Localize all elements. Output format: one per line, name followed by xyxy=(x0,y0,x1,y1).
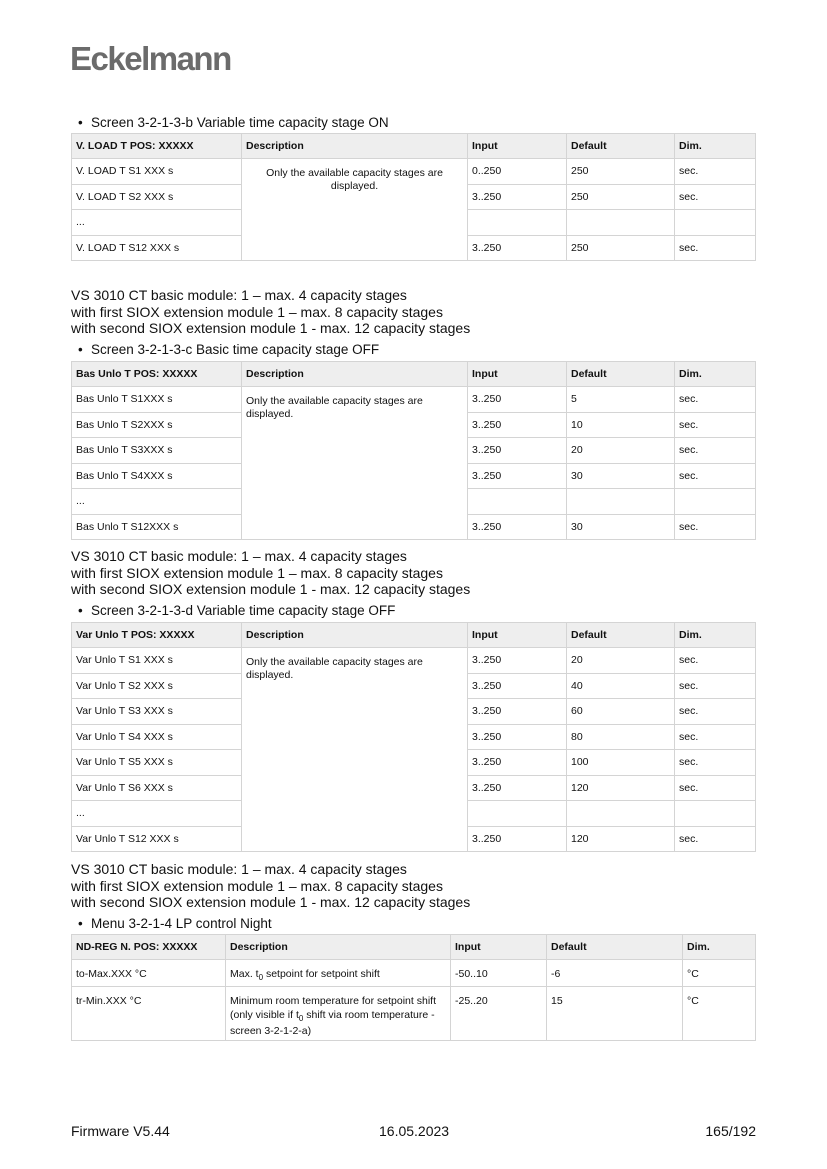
cell-param: V. LOAD T S1 XXX s xyxy=(72,159,242,185)
table-variable-time-on xyxy=(71,133,756,261)
cell-default: 30 xyxy=(567,514,675,540)
cell-param: Var Unlo T S5 XXX s xyxy=(72,750,242,776)
table-row xyxy=(72,648,756,674)
cell-dim: sec. xyxy=(675,387,756,413)
cell-dim: sec. xyxy=(675,648,756,674)
cell-default: 20 xyxy=(567,648,675,674)
section-heading-c: • Screen 3-2-1-3-c Basic time capacity stage OFF xyxy=(78,342,380,357)
col-header: Default xyxy=(567,134,675,159)
col-header: Dim. xyxy=(683,935,756,960)
cell-default: 60 xyxy=(567,699,675,725)
col-header: Dim. xyxy=(675,134,756,159)
cell-dim: °C xyxy=(683,987,756,1041)
cell-dim: sec. xyxy=(675,235,756,261)
cell-param: to-Max.XXX °C xyxy=(72,960,226,987)
cell-dim: sec. xyxy=(675,775,756,801)
note-line: VS 3010 CT basic module: 1 – max. 4 capacity stages xyxy=(71,548,407,564)
col-header: Description xyxy=(242,362,468,387)
eckelmann-logo: Eckelmann xyxy=(70,40,231,77)
cell-description: Only the available capacity stages are displayed. xyxy=(242,159,468,261)
cell-input: 3..250 xyxy=(468,673,567,699)
cell-default: 250 xyxy=(567,159,675,185)
table-variable-time-off xyxy=(71,622,756,852)
col-header: Dim. xyxy=(675,362,756,387)
cell-dim: sec. xyxy=(675,438,756,464)
col-header: Description xyxy=(242,134,468,159)
cell-description: Minimum room temperature for setpoint shift (only visible if $t_0$ shift via room temperature - screen 3-2-1-2-a) xyxy=(226,987,451,1041)
col-header: V. LOAD T POS: XXXXX xyxy=(72,134,242,159)
cell-input: 3..250 xyxy=(468,387,567,413)
cell-default: 15 xyxy=(547,987,683,1041)
table-row xyxy=(72,960,756,987)
capacity-note-1 xyxy=(71,287,470,337)
table-header-row xyxy=(72,134,756,159)
col-header: Bas Unlo T POS: XXXXX xyxy=(72,362,242,387)
cell-default xyxy=(567,801,675,827)
cell-default: 10 xyxy=(567,412,675,438)
cell-input: 3..250 xyxy=(468,463,567,489)
col-header: Description xyxy=(242,623,468,648)
cell-default xyxy=(567,210,675,236)
col-header: Input xyxy=(468,134,567,159)
cell-param: Var Unlo T S3 XXX s xyxy=(72,699,242,725)
cell-param: V. LOAD T S2 XXX s xyxy=(72,184,242,210)
cell-dim: sec. xyxy=(675,699,756,725)
table-header-row xyxy=(72,935,756,960)
cell-input: 0..250 xyxy=(468,159,567,185)
col-header: Input xyxy=(451,935,547,960)
table-basic-time-off xyxy=(71,361,756,540)
note-line: with second SIOX extension module 1 - max. 12 capacity stages xyxy=(71,320,471,336)
table-row xyxy=(72,987,756,1041)
cell-param: Bas Unlo T S2XXX s xyxy=(72,412,242,438)
cell-default: 5 xyxy=(567,387,675,413)
col-header: Default xyxy=(567,623,675,648)
cell-input: -50..10 xyxy=(451,960,547,987)
cell-dim: sec. xyxy=(675,412,756,438)
table-lp-control-night xyxy=(71,934,756,1041)
cell-param: Var Unlo T S2 XXX s xyxy=(72,673,242,699)
cell-param: V. LOAD T S12 XXX s xyxy=(72,235,242,261)
note-line: with first SIOX extension module 1 – max. 8 capacity stages xyxy=(71,303,443,320)
cell-param: ... xyxy=(72,489,242,515)
cell-dim xyxy=(675,210,756,236)
cell-default xyxy=(567,489,675,515)
cell-param: Var Unlo T S1 XXX s xyxy=(72,648,242,674)
footer-page-number: 165/192 xyxy=(705,1123,756,1139)
cell-param: Var Unlo T S12 XXX s xyxy=(72,826,242,852)
cell-dim: sec. xyxy=(675,750,756,776)
cell-param: Var Unlo T S6 XXX s xyxy=(72,775,242,801)
cell-param: Bas Unlo T S3XXX s xyxy=(72,438,242,464)
cell-default: 120 xyxy=(567,775,675,801)
col-header: Default xyxy=(547,935,683,960)
col-header: Var Unlo T POS: XXXXX xyxy=(72,623,242,648)
cell-dim: sec. xyxy=(675,159,756,185)
cell-input: 3..250 xyxy=(468,826,567,852)
cell-dim: sec. xyxy=(675,514,756,540)
cell-param: ... xyxy=(72,801,242,827)
cell-input: 3..250 xyxy=(468,184,567,210)
capacity-note-2 xyxy=(71,548,470,598)
section-heading-d: • Screen 3-2-1-3-d Variable time capacity stage OFF xyxy=(78,603,396,618)
cell-input: 3..250 xyxy=(468,514,567,540)
cell-dim: sec. xyxy=(675,184,756,210)
col-header: ND-REG N. POS: XXXXX xyxy=(72,935,226,960)
table-row xyxy=(72,159,756,185)
col-header: Input xyxy=(468,623,567,648)
cell-input: -25..20 xyxy=(451,987,547,1041)
cell-input: 3..250 xyxy=(468,412,567,438)
cell-dim: sec. xyxy=(675,463,756,489)
note-line: with first SIOX extension module 1 – max. 8 capacity stages xyxy=(71,564,443,581)
footer-firmware: Firmware V5.44 xyxy=(71,1123,170,1139)
col-header: Dim. xyxy=(675,623,756,648)
cell-default: 80 xyxy=(567,724,675,750)
cell-param: Bas Unlo T S4XXX s xyxy=(72,463,242,489)
cell-description: Max. $t_0$ setpoint for setpoint shift xyxy=(226,960,451,987)
footer-date: 16.05.2023 xyxy=(379,1123,450,1139)
cell-dim: sec. xyxy=(675,724,756,750)
cell-dim xyxy=(675,489,756,515)
cell-default: 30 xyxy=(567,463,675,489)
cell-default: 120 xyxy=(567,826,675,852)
cell-dim: °C xyxy=(683,960,756,987)
table-row xyxy=(72,387,756,413)
col-header: Input xyxy=(468,362,567,387)
cell-param: tr-Min.XXX °C xyxy=(72,987,226,1041)
cell-default: 250 xyxy=(567,184,675,210)
cell-input xyxy=(468,210,567,236)
cell-dim: sec. xyxy=(675,673,756,699)
table-header-row xyxy=(72,623,756,648)
note-line: VS 3010 CT basic module: 1 – max. 4 capacity stages xyxy=(71,861,407,877)
cell-input: 3..250 xyxy=(468,724,567,750)
capacity-note-3 xyxy=(71,861,470,911)
cell-input: 3..250 xyxy=(468,438,567,464)
section-heading-b: • Screen 3-2-1-3-b Variable time capacity stage ON xyxy=(78,115,389,130)
table-header-row xyxy=(72,362,756,387)
section-heading-e: • Menu 3-2-1-4 LP control Night xyxy=(78,916,272,931)
cell-input xyxy=(468,489,567,515)
cell-dim xyxy=(675,801,756,827)
note-line: VS 3010 CT basic module: 1 – max. 4 capacity stages xyxy=(71,287,407,303)
cell-default: 40 xyxy=(567,673,675,699)
note-line: with second SIOX extension module 1 - max. 12 capacity stages xyxy=(71,581,471,597)
cell-input: 3..250 xyxy=(468,775,567,801)
col-header: Description xyxy=(226,935,451,960)
cell-input: 3..250 xyxy=(468,235,567,261)
cell-default: 250 xyxy=(567,235,675,261)
cell-default: 20 xyxy=(567,438,675,464)
note-line: with first SIOX extension module 1 – max. 8 capacity stages xyxy=(71,877,443,894)
cell-default: -6 xyxy=(547,960,683,987)
col-header: Default xyxy=(567,362,675,387)
cell-description: Only the available capacity stages are displayed. xyxy=(242,648,468,852)
cell-default: 100 xyxy=(567,750,675,776)
cell-dim: sec. xyxy=(675,826,756,852)
cell-description: Only the available capacity stages are displayed. xyxy=(242,387,468,540)
note-line: with second SIOX extension module 1 - max. 12 capacity stages xyxy=(71,894,471,910)
cell-input: 3..250 xyxy=(468,648,567,674)
cell-input: 3..250 xyxy=(468,750,567,776)
cell-param: Bas Unlo T S1XXX s xyxy=(72,387,242,413)
cell-param: Bas Unlo T S12XXX s xyxy=(72,514,242,540)
cell-param: ... xyxy=(72,210,242,236)
cell-input: 3..250 xyxy=(468,699,567,725)
cell-input xyxy=(468,801,567,827)
cell-param: Var Unlo T S4 XXX s xyxy=(72,724,242,750)
